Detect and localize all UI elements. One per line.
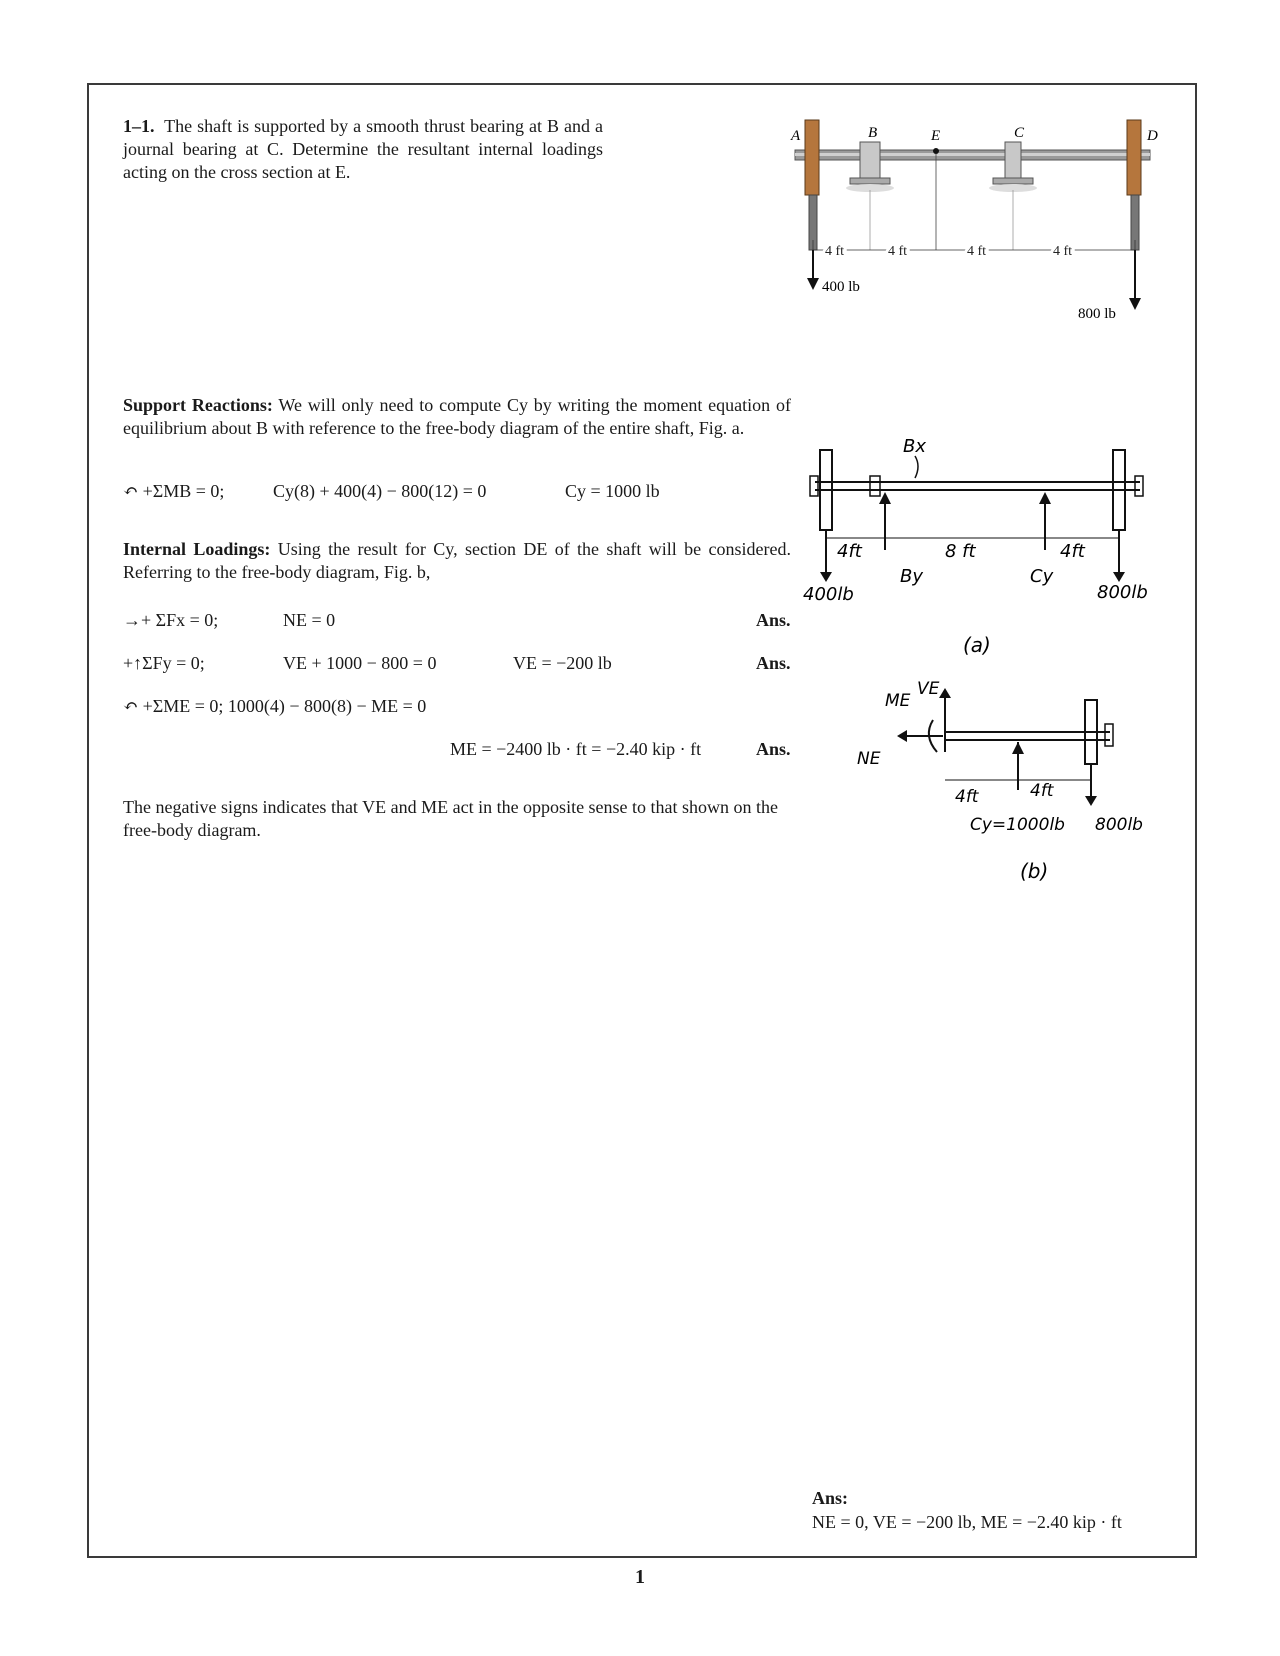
dim-4: 4 ft [1053, 244, 1073, 259]
dim-1: 4 ft [825, 244, 845, 259]
me-result: ME = −2400 lb · ft = −2.40 kip · ft [450, 739, 702, 759]
moment-b-equation: Cy(8) + 400(4) − 800(12) = 0 [273, 481, 487, 501]
ans-ne: Ans. [756, 610, 791, 630]
sum-fy-label: +↑ΣFy = 0; [123, 653, 205, 673]
pulley-a [805, 120, 819, 195]
moment-b-label: ↶ +ΣMB = 0; [123, 481, 225, 501]
ans-me: Ans. [756, 739, 791, 759]
fbd-b-dim2: 4ft [1030, 781, 1054, 801]
fbd-b [857, 679, 1170, 910]
fbd-a-caption: (a) [963, 633, 991, 657]
final-answer-label: Ans: [812, 1488, 849, 1508]
ne-equation: NE = 0 [283, 610, 336, 630]
label-a: A [791, 128, 801, 144]
fbd-b-ne: NE [857, 749, 881, 769]
fbd-a-dim1: 4ft [837, 541, 862, 562]
problem-statement [123, 115, 603, 184]
ve-result: VE = −200 lb [513, 653, 612, 673]
fbd-a-800: 800lb [1097, 582, 1148, 603]
internal-heading: Internal Loadings: [123, 539, 271, 559]
page-number: 1 [635, 1566, 645, 1588]
fbd-a-dim3: 4ft [1060, 541, 1085, 562]
fbd-b-800: 800lb [1095, 815, 1143, 835]
ve-equation: VE + 1000 − 800 = 0 [283, 653, 437, 673]
dim-2: 4 ft [888, 244, 908, 259]
sign-note: The negative signs indicates that VE and ME act in the opposite sense to that shown on the free-body diagram. [123, 797, 779, 840]
support-heading: Support Reactions: [123, 395, 273, 415]
fbd-a-400: 400lb [803, 584, 854, 605]
problem-text: The shaft is supported by a smooth thrust bearing at B and a journal bearing at C. Determine the resultant internal loadings acting on the cross section at E. [123, 116, 603, 182]
label-e: E [931, 128, 941, 144]
point-e [933, 148, 939, 154]
sum-fx-label: →+ ΣFx = 0; [123, 610, 219, 630]
support-text: We will only need to compute Cy by writing the moment equation of equilibrium about B with reference to the free-body diagram of the entire shaft, Fig. a. [123, 395, 791, 438]
shaft-figure [785, 110, 1170, 330]
fbd-b-dim1: 4ft [955, 787, 979, 807]
fbd-a-cy: Cy [1030, 566, 1054, 587]
cy-result: Cy = 1000 lb [565, 481, 660, 501]
support-paragraph [123, 394, 791, 440]
dim-3: 4 ft [967, 244, 987, 259]
final-answer-text: NE = 0, VE = −200 lb, ME = −2.40 kip · ft [812, 1512, 1122, 1532]
load-800: 800 lb [1078, 306, 1116, 322]
internal-text: Using the result for Cy, section DE of the shaft will be considered. Referring to the free-body diagram, Fig. b, [123, 539, 791, 582]
fbd-b-me: ME [885, 691, 911, 711]
pulley-d [1127, 120, 1141, 195]
fbd-a [805, 430, 1170, 660]
moment-e-equation: ↶ +ΣME = 0; 1000(4) − 800(8) − ME = 0 [123, 696, 427, 716]
internal-paragraph [123, 538, 791, 584]
problem-number: 1–1. [123, 116, 155, 136]
fbd-a-by: By [900, 566, 924, 587]
fbd-b-caption: (b) [1020, 859, 1049, 883]
fbd-a-bx: Bx [903, 436, 927, 457]
label-b: B [868, 125, 878, 141]
label-c: C [1014, 125, 1025, 141]
fbd-b-cy: Cy=1000lb [970, 815, 1065, 835]
load-400: 400 lb [822, 279, 860, 295]
ans-ve: Ans. [756, 653, 791, 673]
fbd-b-ve: VE [917, 679, 940, 699]
fbd-a-dim2: 8 ft [945, 541, 976, 562]
label-d: D [1147, 128, 1158, 144]
